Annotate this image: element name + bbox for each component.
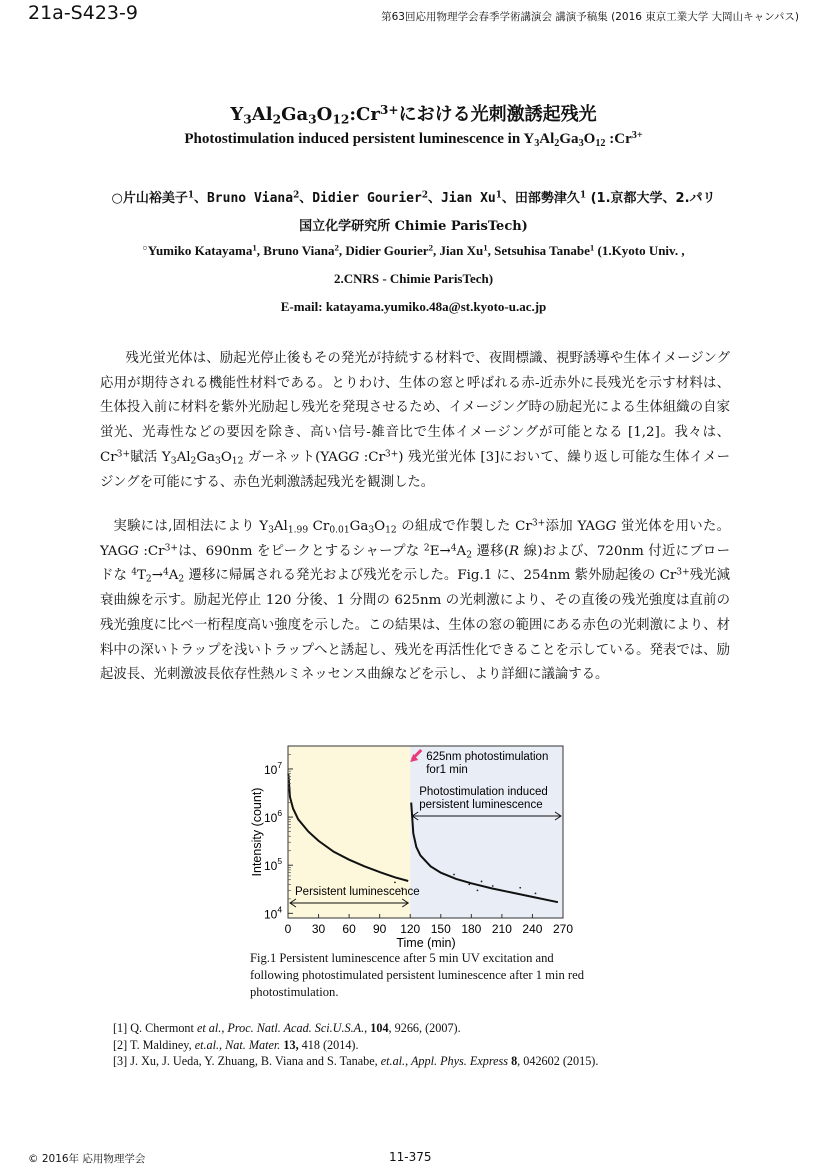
x-tick-label: 210	[491, 922, 512, 936]
authors-english-line2: 2.CNRS - Chimie ParisTech)	[333, 271, 494, 286]
x-tick-label: 270	[552, 922, 574, 936]
title-english: Photostimulation induced persistent luminescence in $Y_3Al_2Ga_3O_{12}$ $:Cr^{3+}$	[184, 129, 643, 150]
region-1-label: Persistent luminescence	[295, 886, 420, 898]
title-japanese: $Y_3Al_2Ga_3O_{12}:Cr^{3+}$における光刺激誘起残光	[230, 102, 597, 127]
x-tick-label: 60	[342, 922, 356, 936]
reference-3: [3] J. Xu, J. Ueda, Y. Zhuang, B. Viana and S. Tanabe, et.al., Appl. Phys. Express 8, 042602 (2015).	[113, 1054, 599, 1068]
x-tick-label: 90	[372, 922, 387, 936]
x-tick-label: 0	[284, 922, 292, 936]
conference-header: 第63回応用物理学会春季学術講演会 講演予稿集 (2016 東京工業大学 大岡山キャンパス)	[381, 11, 799, 23]
x-tick-label: 120	[400, 922, 421, 936]
body-paragraph-1: 残光蛍光体は、励起光停止後もその発光が持続する材料で、夜間標識、視野誘導や生体イメージング応用が期待される機能性材料である。とりわけ、生体の窓と呼ばれる赤-近赤外に長残光を示す材料は、生体投入前に材料を紫外光励起し残光を発現させるため、イメージング時の励起光による生体組織の自家蛍光、光毒性などの要因を除き、高い信号-雑音比で生体イメージングが可能となる [1,2]。我々は、$Cr^{3+}$賦活 $Y_3Al_2Ga_3O_{12}$ ガーネット(YAGG $:Cr^{3+}$) 残光蛍光体 [3]において、繰り返し可能な生体イメージングを可能にする、赤色光刺激誘起残光を観測した。	[100, 351, 730, 490]
annotation-line-1: 625nm photostimulation	[426, 751, 549, 763]
figure-caption: Fig.1 Persistent luminescence after 5 min UV excitation and following photostimulated persistent luminescence after 1 min red photostimulation.	[250, 951, 584, 999]
y-tick-label: $10^4$	[264, 904, 283, 922]
data-point	[535, 892, 537, 894]
region-2-label-line-1: Photostimulation induced	[419, 786, 548, 798]
copyright: © 2016年 応用物理学会	[28, 1153, 146, 1165]
data-point	[481, 881, 483, 883]
authors-japanese-line2: 国立化学研究所 Chimie ParisTech)	[299, 219, 528, 234]
y-tick-label: $10^5$	[264, 856, 283, 874]
annotation-line-2: for1 min	[426, 764, 468, 776]
decay-chart	[238, 738, 588, 950]
y-tick-label: $10^7$	[264, 759, 283, 777]
authors-japanese-line1: ○片山裕美子$^1$、Bruno Viana$^2$、Didier Gourier$^2$、Jian Xu$^1$、田部勢津久$^1$ (1.京都大学、2.パリ	[111, 190, 716, 206]
y-tick-label: $10^6$	[264, 808, 283, 826]
x-tick-label: 180	[461, 922, 482, 936]
x-tick-label: 240	[522, 922, 543, 936]
reference-2: [2] T. Maldiney, et.al., Nat. Mater. 13, 418 (2014).	[113, 1037, 359, 1052]
x-tick-label: 30	[311, 922, 326, 936]
authors-english-line1: ○Yumiko Katayama$^1$, Bruno Viana$^2$, Didier Gourier$^2$, Jian Xu$^1$, Setsuhisa Tanabe$^1$ (1.Kyoto Univ. ,	[142, 242, 685, 258]
data-point	[477, 889, 479, 891]
data-point	[492, 885, 494, 887]
x-tick-label: 150	[430, 922, 451, 936]
data-point	[519, 887, 521, 889]
region-2-label-line-2: persistent luminescence	[419, 799, 543, 811]
email: E-mail: katayama.yumiko.48a@st.kyoto-u.ac.jp	[280, 299, 547, 314]
page-number: 11-375	[389, 1150, 432, 1164]
data-point	[394, 881, 396, 883]
reference-1: [1] Q. Chermont et al., Proc. Natl. Acad. Sci.U.S.A., 104, 9266, (2007).	[113, 1021, 461, 1035]
data-point	[468, 883, 470, 885]
data-point	[453, 874, 455, 876]
references	[113, 1020, 598, 1070]
abstract-id: 21a-S423-9	[28, 2, 138, 24]
body-paragraph-2: 実験には,固相法により $Y_3Al_{1.99}$ $Cr_{0.01}Ga_3O_{12}$ の組成で作製した $Cr^{3+}$添加 YAGG 蛍光体を用いた。YAGG $:Cr^{3+}$は、690nm をピークとするシャープな $^2E\to^4A_2$ 遷移(R 線)および、720nm 付近にブロードな $^4T_2\to^4A_2$ 遷移に帰属される発光および残光を示した。Fig.1 に、254nm 紫外励起後の $Cr^{3+}$残光減衰曲線を示す。励起光停止 120 分後、1 分間の 625nm の光刺激により、その直後の残光強度は直前の残光強度に比べ一桁程度高い強度を示した。この結果は、生体の窓の範囲にある赤色の光刺激により、材料中の深いトラップを浅いトラップへと誘起し、残光を再活性化できることを示している。発表では、励起波長、光刺激波長依存性熱ルミネッセンス曲線などを示し、より詳細に議論する。	[100, 518, 730, 683]
x-axis-label: Time (min)	[396, 936, 456, 950]
y-axis-label: Intensity (count)	[250, 787, 264, 877]
